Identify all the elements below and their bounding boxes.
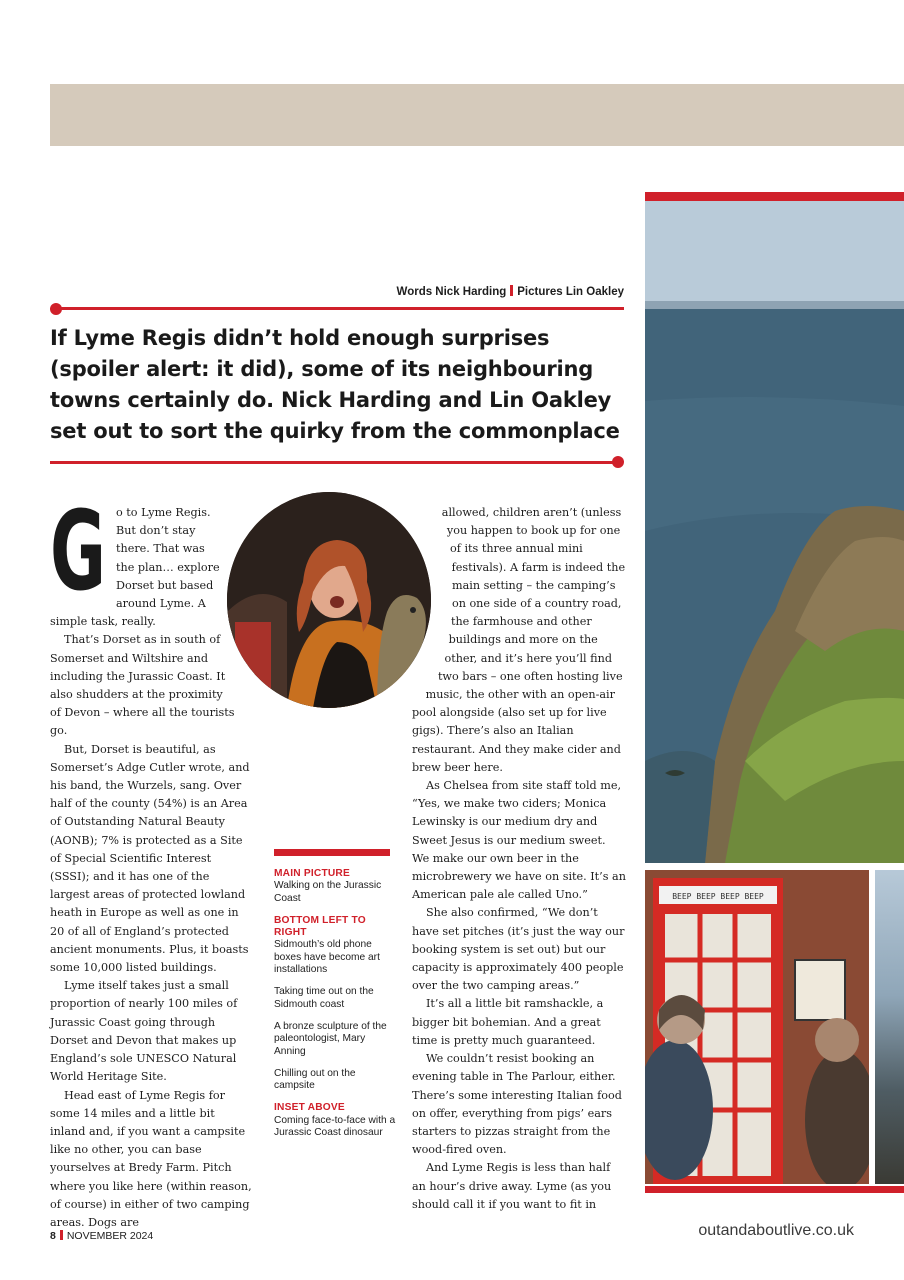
caption-inset-heading: INSET ABOVE: [274, 1102, 345, 1114]
article-column-1: [50, 487, 252, 1232]
body-paragraph: As Chelsea from site staff told me, “Yes, we make two ciders; Monica Lewinsky is our medium dry and Sweet Jesus is our medium sweet. We make our own beer in the microbrewery we have on site. It’s an American pale ale called Uno.”: [412, 779, 626, 902]
intro-paragraph: o to Lyme Regis. But don’t stay there. That was the plan… explore Dorset but based around Lyme. A simple task, really.: [50, 506, 220, 629]
caption-bottom-item: Chilling out on the campsite: [274, 1067, 356, 1092]
header-band: [50, 84, 904, 146]
caption-bottom-item: Taking time out on the Sidmouth coast: [274, 986, 374, 1010]
dropcap: G: [50, 487, 106, 615]
issue-date: NOVEMBER 2024: [66, 1230, 154, 1242]
caption-bottom-item: Sidmouth’s old phone boxes have become art installations: [274, 939, 380, 976]
body-paragraph: allowed, children aren’t (unless you happen to book up for one of its three annual mini festivals). A farm is indeed the main setting – the camping’s on one side of a country road, the farmhouse and other buildings and more on the other, and it’s here you’ll find two bars – one often hosting live music, the other with an open-air pool alongside (also set up for live gigs). There’s also an Italian restaurant. And they make cider and brew beer here.: [412, 506, 626, 774]
main-photo-jurassic-coast: [645, 201, 904, 863]
caption-bar: [274, 849, 390, 856]
byline-pictures: Pictures Lin Oakley: [517, 286, 624, 298]
byline-words: Words Nick Harding: [396, 286, 507, 298]
footer-folio: [50, 1230, 153, 1242]
website-url[interactable]: outandaboutlive.co.uk: [698, 1222, 854, 1239]
rule-bottom: [50, 461, 618, 464]
photo-bottom-bar: [645, 1186, 904, 1193]
body-paragraph: And Lyme Regis is less than half an hour’s drive away. Lyme (as you should call it if you want to fit in: [412, 1161, 612, 1211]
rule-dot-bottom: [612, 456, 624, 468]
caption-main-text: Walking on the Jurassic Coast: [274, 880, 382, 904]
caption-inset-text: Coming face-to-face with a Jurassic Coast dinosaur: [274, 1114, 396, 1139]
body-paragraph: But, Dorset is beautiful, as Somerset’s Adge Cutler wrote, and his band, the Wurzels, sang. Over half of the county (54%) is an Area of Outstanding Natural Beauty (AONB); 7% is protected as a Site of Special Scientific Interest (SSSI); and it has one of the largest areas of protected lowland heath in Europe as well as one in 20 of all of England’s protected ancient monuments. Plus, it boasts some 10,000 listed buildings.: [50, 742, 250, 975]
caption-main-heading: MAIN PICTURE: [274, 868, 350, 879]
page-number: 8: [50, 1230, 56, 1242]
byline: [50, 285, 624, 298]
byline-separator: [510, 285, 513, 296]
inset-photo-dinosaur: [227, 492, 431, 708]
photo-sidmouth-coast: [875, 870, 904, 1184]
body-paragraph: That’s Dorset as in south of Somerset and Wiltshire and including the Jurassic Coast. It also shudders at the proximity of Devon – where all the tourists go.: [50, 633, 235, 738]
caption-bottom-item: A bronze sculpture of the paleontologist, Mary Anning: [274, 1020, 387, 1057]
body-paragraph: Lyme itself takes just a small proportion of nearly 100 miles of Jurassic Coast going through Dorset and Devon that makes up England’s sole UNESCO Natural World Heritage Site.: [50, 979, 238, 1084]
captions: [274, 868, 398, 1149]
photo-phone-box: [645, 870, 869, 1184]
article-column-3: [412, 504, 626, 1214]
rule-top: [56, 307, 624, 310]
body-paragraph: Head east of Lyme Regis for some 14 miles and a little bit inland and, if you want a campsite like no other, you can base yourselves at Bredy Farm. Pitch where you like here (within reason, of course) in either of two camping areas. Dogs are: [50, 1088, 252, 1229]
photo-top-bar: [645, 192, 904, 201]
body-paragraph: We couldn’t resist booking an evening table in The Parlour, either. There’s some interesting Italian food on offer, everything from pigs’ ears starters to pizzas straight from the wood-fired oven.: [412, 1052, 622, 1157]
footer-separator: [60, 1230, 63, 1240]
body-paragraph: She also confirmed, “We don’t have set pitches (it’s just the way our booking system is set out) but our capacity is approximately 400 people over the two camping areas.”: [412, 906, 625, 993]
caption-bottom-heading: BOTTOM LEFT TO RIGHT: [274, 914, 366, 939]
phone-box-sign: BEEP BEEP BEEP BEEP: [672, 892, 764, 901]
standfirst: If Lyme Regis didn’t hold enough surprises (spoiler alert: it did), some of its neighbouring towns certainly do. Nick Harding and Lin Oakley set out to sort the quirky from the commonplace: [50, 326, 620, 443]
body-paragraph: It’s all a little bit ramshackle, a bigger bit bohemian. And a great time is pretty much guaranteed.: [412, 997, 604, 1047]
